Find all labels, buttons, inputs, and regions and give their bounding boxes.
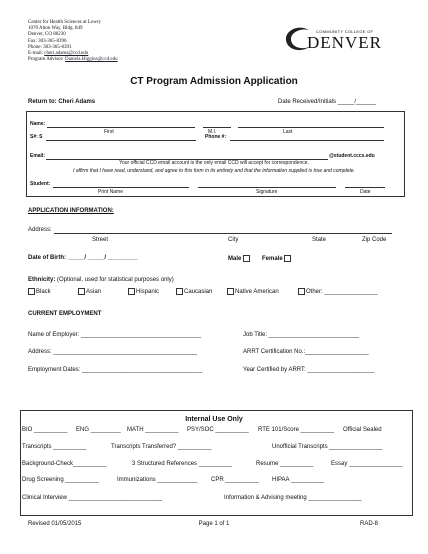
job-title-field[interactable]: Job Title: ___________________________	[243, 332, 359, 338]
ethnicity-hispanic[interactable]: Hispanic	[128, 288, 159, 295]
rte-score-field[interactable]: RTE 101/Score __________	[258, 427, 334, 433]
address-line: 1070 Alton Way, Bldg. 849	[28, 26, 83, 32]
mi-caption: M.I.	[208, 129, 217, 135]
affirm-statement: I affirm that I have read, understand, and agree to this form in its entirety and that the information supplied is true and complete.	[73, 168, 355, 174]
city-caption: City	[228, 237, 239, 243]
date-received: Date Received/Initials _____/______	[278, 99, 377, 105]
internal-use-title: Internal Use Only	[185, 416, 243, 423]
last-caption: Last	[283, 129, 293, 135]
transcripts-field[interactable]: Transcripts __________	[22, 444, 87, 450]
ssn-field[interactable]	[46, 140, 196, 141]
revised-date: Revised 01/05/2015	[28, 521, 82, 527]
email-suffix: @student.cccs.edu	[329, 153, 375, 159]
math-field[interactable]: MATH __________	[127, 427, 179, 433]
date-caption: Date	[360, 189, 371, 195]
eng-field[interactable]: ENG _________	[76, 427, 121, 433]
advisor-link[interactable]: Daniela.Higgins@ccd.edu	[64, 57, 118, 63]
female-checkbox[interactable]	[284, 255, 291, 262]
print-name-caption: Print Name	[98, 189, 124, 195]
transcripts-transferred-field[interactable]: Transcripts Transferred? __________	[111, 444, 212, 450]
print-name-field[interactable]	[53, 187, 189, 188]
return-to: Return to: Cheri Adams	[28, 99, 96, 105]
email-line: E-mail: cheri.adams@ccd.edu	[28, 51, 89, 57]
ssn-label: S#: S	[30, 134, 43, 140]
application-info-heading: APPLICATION INFORMATION:	[28, 208, 114, 214]
cpr-field[interactable]: CPR __________	[211, 477, 259, 483]
email-label: Email:	[30, 153, 46, 159]
address-line: Denver, CO 80230	[28, 32, 66, 38]
checkbox[interactable]	[176, 288, 183, 295]
drug-screening-field[interactable]: Drug Screening __________	[22, 477, 99, 483]
hipaa-field[interactable]: HIPAA __________	[272, 477, 325, 483]
mi-field[interactable]	[203, 127, 231, 128]
clinical-interview-field[interactable]: Clinical Interview ____________________________	[22, 495, 163, 501]
email-note: Your official CCD email account is the only email CCD will accept for correspondence.	[119, 160, 309, 166]
advisor-line: Program Advisor: Daniela.Higgins@ccd.edu	[28, 57, 118, 63]
checkbox[interactable]	[78, 288, 85, 295]
page-number: Page 1 of 1	[198, 521, 230, 527]
immunizations-field[interactable]: Immunizations ____________	[117, 477, 198, 483]
checkbox[interactable]	[298, 288, 305, 295]
dob-field[interactable]: Date of Birth: _____/ _____/ _________	[28, 255, 138, 261]
street-caption: Street	[92, 237, 109, 243]
name-label: Name:	[30, 121, 46, 127]
form-title: CT Program Admission Application	[130, 76, 298, 87]
zip-caption: Zip Code	[362, 237, 387, 243]
form-code: RAD-8	[360, 521, 379, 527]
ethnicity-black[interactable]: Black	[28, 288, 51, 295]
signature-field[interactable]	[198, 187, 336, 188]
employment-heading: CURRENT EMPLOYMENT	[28, 311, 102, 317]
state-caption: State	[312, 237, 327, 243]
ccd-logo	[283, 24, 398, 56]
address-line: Center for Health Sciences at Lowry	[28, 20, 102, 25]
phone-line: Phone: 303-365-8391	[28, 44, 72, 50]
employment-dates-field[interactable]: Employment Dates: ____________________________________	[28, 367, 203, 373]
checkbox[interactable]	[28, 288, 35, 295]
official-sealed-label: Official Sealed	[343, 427, 382, 433]
first-name-field[interactable]	[47, 127, 195, 128]
bio-field[interactable]: BIO __________	[22, 427, 68, 433]
last-name-field[interactable]	[238, 127, 384, 128]
date-field[interactable]	[345, 187, 385, 188]
checkbox[interactable]	[128, 288, 135, 295]
ethnicity-caucasian[interactable]: Caucasian	[176, 288, 212, 295]
contact-block	[28, 20, 118, 63]
male-option[interactable]: Male	[228, 255, 251, 262]
address-label: Address:	[28, 227, 52, 233]
fax-line: Fax: 303-365-8396	[28, 38, 67, 44]
resume-field[interactable]: Resume __________	[256, 461, 314, 467]
essay-field[interactable]: Essay ________________	[331, 461, 403, 467]
first-caption: First	[104, 129, 114, 135]
advising-meeting-field[interactable]: Information & Advising meeting ________________	[224, 495, 362, 501]
signature-caption: Signature	[256, 189, 278, 195]
checkbox[interactable]	[227, 288, 234, 295]
ethnicity-label: Ethnicity: (Optional, used for statistical purposes only)	[28, 277, 174, 283]
address-field[interactable]	[54, 233, 392, 234]
phone-field[interactable]	[230, 140, 384, 141]
psy-soc-field[interactable]: PSY/SOC __________	[187, 427, 249, 433]
unofficial-transcripts-field[interactable]: Unofficial Transcripts ________________	[272, 444, 383, 450]
phone-label: Phone #:	[205, 134, 227, 140]
female-option[interactable]: Female	[262, 255, 292, 262]
arrt-cert-field[interactable]: ARRT Certification No.:___________________	[243, 349, 369, 355]
ethnicity-asian[interactable]: Asian	[78, 288, 101, 295]
employment-address-field[interactable]: Address: ___________________________________________	[28, 349, 197, 355]
ethnicity-native-american[interactable]: Native American	[227, 288, 279, 295]
ethnicity-other[interactable]: Other: ________________	[298, 288, 378, 295]
background-check-field[interactable]: Background-Check__________	[22, 461, 107, 467]
structured-references-field[interactable]: 3 Structured References __________	[132, 461, 233, 467]
year-certified-field[interactable]: Year Certified by ARRT: ____________________	[243, 367, 375, 373]
student-label: Student:	[30, 181, 51, 187]
logo-big-text: DENVER	[307, 33, 382, 52]
logo-small-text: COMMUNITY COLLEGE OF	[316, 29, 374, 34]
email-link[interactable]: cheri.adams@ccd.edu	[44, 51, 89, 57]
male-checkbox[interactable]	[243, 255, 250, 262]
employer-field[interactable]: Name of Employer: ____________________________________	[28, 332, 202, 338]
